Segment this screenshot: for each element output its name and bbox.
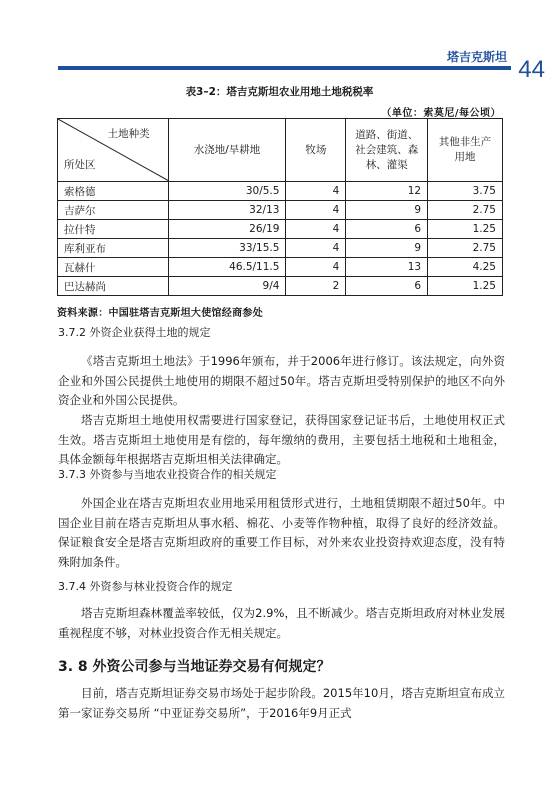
table-cell: 32/13	[168, 201, 286, 220]
table-row	[58, 239, 503, 258]
region-cell: 瓦赫什	[58, 258, 169, 277]
table-row	[58, 277, 503, 296]
table-cell: 13	[346, 258, 428, 277]
table-row	[58, 182, 503, 201]
subsection-heading: 3.7.3 外资参与当地农业投资合作的相关规定	[58, 468, 277, 481]
region-cell: 索格德	[58, 182, 169, 201]
table-row	[58, 220, 503, 239]
table-cell: 3.75	[428, 182, 503, 201]
table-cell: 4	[286, 182, 346, 201]
region-cell: 拉什特	[58, 220, 169, 239]
land-tax-table	[57, 118, 503, 296]
table-cell: 6	[346, 277, 428, 296]
table-cell: 1.25	[428, 220, 503, 239]
region-cell: 库利亚布	[58, 239, 169, 258]
table-cell: 4	[286, 239, 346, 258]
table-cell: 12	[346, 182, 428, 201]
table-cell: 9/4	[168, 277, 286, 296]
table-row	[58, 258, 503, 277]
body-paragraph: 《塔吉克斯坦土地法》于1996年颁布，并于2006年进行修订。该法规定，向外资企业和外国公民提供土地使用的期限不超过50年。塔吉克斯坦受特别保护的地区不向外资企业和外国公民提供。	[58, 354, 505, 408]
region-cell: 巴达赫尚	[58, 277, 169, 296]
body-paragraph: 目前，塔吉克斯坦证券交易市场处于起步阶段。2015年10月，塔吉克斯坦宣布成立第一家证券交易所 “中亚证券交易所”，于2016年9月正式	[58, 686, 505, 720]
table-cell: 4	[286, 220, 346, 239]
body-paragraph: 塔吉克斯坦土地使用权需要进行国家登记，获得国家登记证书后，土地使用权正式生效。塔吉克斯坦土地使用是有偿的，每年缴纳的费用，主要包括土地税和土地租金，具体金额每年根据塔吉克斯坦相关法律确定。	[58, 413, 505, 467]
table-source-note: 资料来源：中国驻塔吉克斯坦大使馆经商参处	[57, 308, 263, 319]
table-cell: 6	[346, 220, 428, 239]
table-header-row	[58, 119, 503, 182]
running-header: 塔吉克斯坦	[446, 50, 507, 64]
table-cell: 1.25	[428, 277, 503, 296]
corner-label-region: 所处区	[64, 159, 96, 171]
table-unit-note: （单位：索莫尼/每公顷）	[381, 108, 501, 119]
table-cell: 2	[286, 277, 346, 296]
body-paragraph: 外国企业在塔吉克斯坦农业用地采用租赁形式进行，土地租赁期限不超过50年。中国企业目前在塔吉克斯坦从事水稻、棉花、小麦等作物种植，取得了良好的经济效益。保证粮食安全是塔吉克斯坦政府的重要工作目标，对外来农业投资持欢迎态度，没有特殊附加条件。	[58, 496, 505, 569]
body-paragraph: 塔吉克斯坦森林覆盖率较低，仅为2.9%，且不断减少。塔吉克斯坦政府对林业发展重视程度不够，对林业投资合作无相关规定。	[58, 606, 505, 640]
table-cell: 33/15.5	[168, 239, 286, 258]
table-cell: 46.5/11.5	[168, 258, 286, 277]
table-caption: 表3–2：塔吉克斯坦农业用地土地税税率	[185, 86, 374, 98]
corner-label-land-type: 土地种类	[107, 128, 150, 140]
table-cell: 4.25	[428, 258, 503, 277]
header-rule	[58, 66, 511, 70]
subsection-heading: 3.7.4 外资参与林业投资合作的规定	[58, 580, 233, 593]
table-cell: 9	[346, 239, 428, 258]
table-corner-cell	[58, 119, 169, 182]
column-header: 道路、街道、社会建筑、森林、灌渠	[346, 119, 428, 182]
table-cell: 30/5.5	[168, 182, 286, 201]
region-cell: 吉萨尔	[58, 201, 169, 220]
column-header: 水浇地/旱耕地	[168, 119, 286, 182]
table-cell: 2.75	[428, 201, 503, 220]
table-cell: 9	[346, 201, 428, 220]
table-cell: 26/19	[168, 220, 286, 239]
column-header: 牧场	[286, 119, 346, 182]
table-cell: 4	[286, 201, 346, 220]
column-header: 其他非生产用地	[428, 119, 503, 182]
subsection-heading: 3.7.2 外资企业获得土地的规定	[58, 326, 211, 339]
table-row	[58, 201, 503, 220]
table-cell: 2.75	[428, 239, 503, 258]
page-number: 44	[518, 56, 545, 83]
section-heading: 3. 8 外资公司参与当地证券交易有何规定？	[58, 659, 331, 675]
table-cell: 4	[286, 258, 346, 277]
